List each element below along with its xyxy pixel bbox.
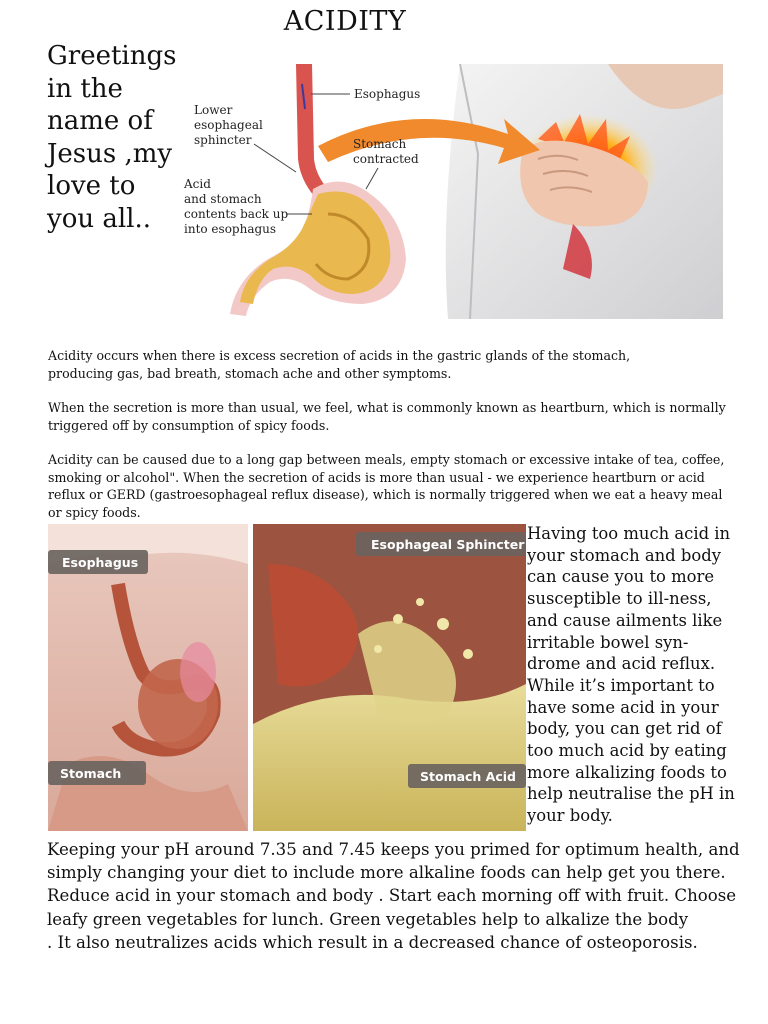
side-paragraph: Having too much acid in your stomach and body can cause you to more susceptible to ill-ness, and cause ailments like irritable bowel syn-drome and acid reflux. While it’s important to have some acid in your body, you can get rid of too much acid by eating more alkalizing foods to help neutralise the pH in your body. <box>527 524 735 826</box>
tag-stomach-acid <box>408 764 526 788</box>
svg-text:Esophageal Sphincter: Esophageal Sphincter <box>371 537 525 552</box>
paragraph-heartburn: When the secretion is more than usual, we feel, what is commonly known as heartburn, which is normally triggered off by consumption of spicy foods. <box>48 400 726 433</box>
tag-esophagus <box>48 550 148 574</box>
bottom-paragraph-last: . It also neutralizes acids which result in a decreased chance of osteoporosis. <box>47 932 698 952</box>
greeting-text: Greetings in the name of Jesus ,my love to you all.. <box>47 41 177 234</box>
label-stomach-contracted-1: Stomach <box>353 137 407 151</box>
label-acid-2: and stomach <box>184 192 262 206</box>
orange-arrow-icon <box>318 119 540 164</box>
tag-esophageal-sphincter <box>356 532 526 556</box>
paragraph-definition: Acidity occurs when there is excess secretion of acids in the gastric glands of the stomach, producing gas, bad breath, stomach ache and other symptoms. <box>48 348 631 381</box>
label-stomach-contracted-2: contracted <box>353 152 419 166</box>
bottom-paragraph <box>47 838 747 954</box>
label-acid-4: into esophagus <box>184 222 277 236</box>
label-esophagus: Esophagus <box>354 87 421 101</box>
tag-stomach <box>48 761 146 785</box>
label-lower-sphincter-2: esophageal <box>194 118 263 132</box>
paragraph-causes: Acidity can be caused due to a long gap between meals, empty stomach or excessive intake of tea, coffee, smoking or alcohol". When the secretion of acids is more than usual - we experience heartburn or acid reflux or GERD (gastroesophageal reflux disease), which is normally triggered when we eat a heavy meal or spicy foods. <box>48 452 725 520</box>
acid-reflux-diagram <box>178 64 723 332</box>
svg-text:Stomach Acid: Stomach Acid <box>420 769 517 784</box>
label-acid-3: contents back up <box>184 207 289 221</box>
svg-text:Stomach: Stomach <box>60 766 122 781</box>
svg-text:Esophagus: Esophagus <box>62 555 139 570</box>
label-acid-1: Acid <box>184 177 211 191</box>
stomach-acid-illustration <box>48 524 526 831</box>
bottom-paragraph-main: Keeping your pH around 7.35 and 7.45 keeps you primed for optimum health, and simply changing your diet to include more alkaline foods can help get you there. Reduce acid in your stomach and body . Start each morning off with fruit. Choose leafy green vegetables for lunch. Green vegetables help to alkalize the body <box>47 840 740 929</box>
label-lower-sphincter-3: sphincter <box>194 133 252 147</box>
person-illustration <box>446 64 723 319</box>
label-lower-sphincter-1: Lower <box>194 103 233 117</box>
page-title: ACIDITY <box>283 6 407 37</box>
